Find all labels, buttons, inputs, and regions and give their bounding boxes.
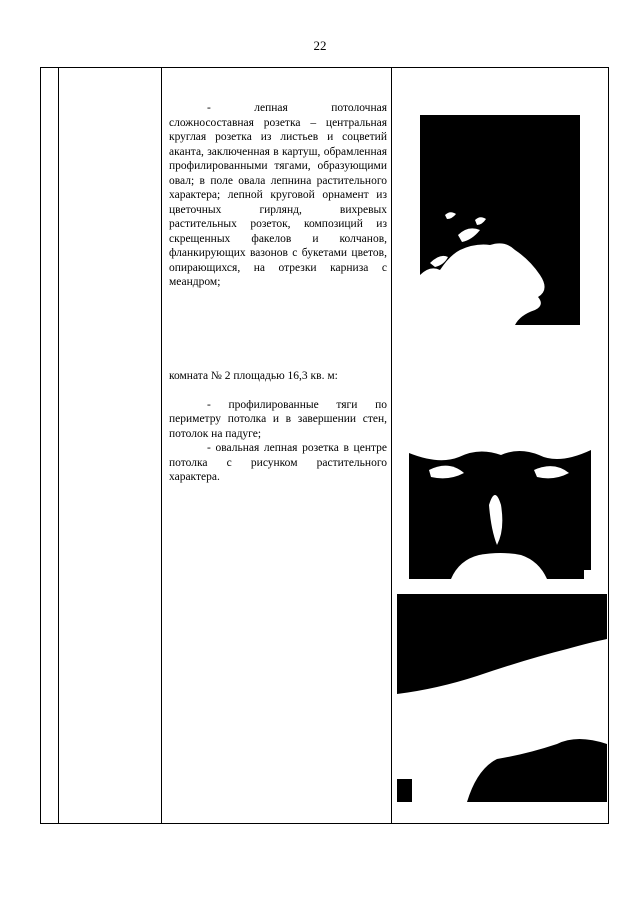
page-number: 22 xyxy=(313,38,327,53)
room-item: - овальная лепная розетка в центре потолка с рисунком растительного характера. xyxy=(169,442,387,483)
room-2-description xyxy=(169,369,387,485)
ceiling-rosette-photo xyxy=(420,115,580,325)
room-heading: комната № 2 площадью 16,3 кв. м: xyxy=(169,370,338,382)
ceiling-rosette-description xyxy=(169,101,387,290)
column-divider xyxy=(161,68,162,823)
column-divider xyxy=(391,68,392,823)
document-table xyxy=(40,67,609,824)
column-divider xyxy=(58,68,59,823)
oval-rosette-photo xyxy=(409,355,591,579)
ceiling-view-photo xyxy=(397,594,607,802)
description-text: - лепная потолочная сложносоставная розетка – центральная круглая розетка из листьев и соцветий аканта, заключенная в картуш, обрамленная профилированными тягами, образующими овал; в поле овала лепнина растительного характера; лепной круговой орнамент из цветочных гирлянд, вихревых растительных розеток, композиций из скрещенных факелов и колчанов, фланкирующих вазонов с букетами цветов, опирающихся, на отрезки карниза с меандром; xyxy=(169,102,387,288)
room-item: - профилированные тяги по периметру потолка и в завершении стен, потолок на падуге; xyxy=(169,398,387,440)
